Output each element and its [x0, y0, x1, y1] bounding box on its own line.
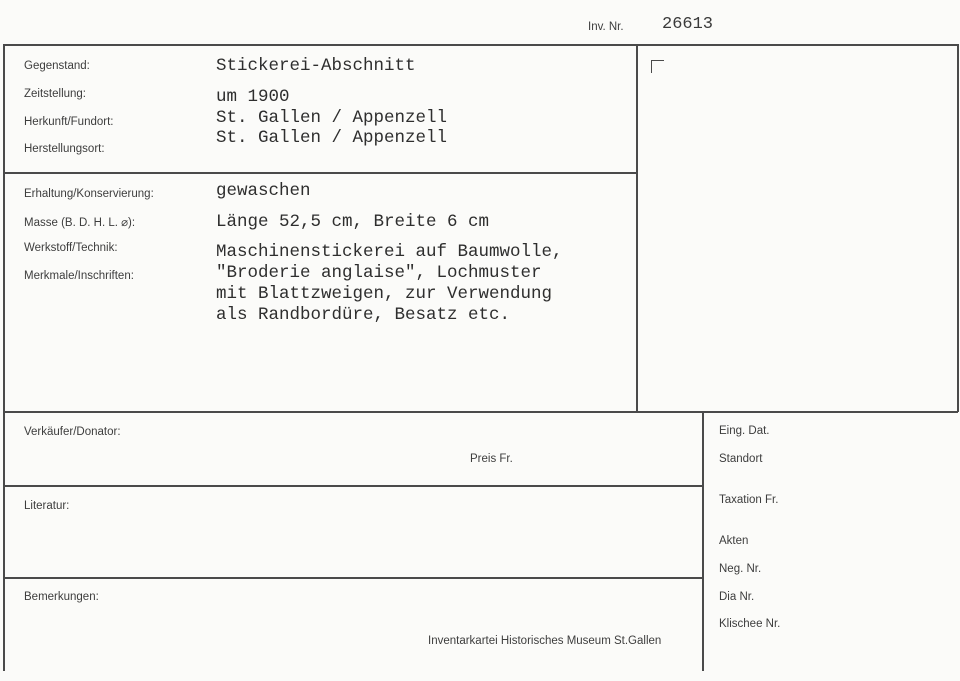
label-eing-dat: Eing. Dat. [719, 425, 770, 437]
label-klischee-nr: Klischee Nr. [719, 618, 781, 630]
label-herstellungsort: Herstellungsort: [24, 143, 105, 155]
value-zeitstellung: um 1900 [216, 87, 290, 107]
inv-number-label: Inv. Nr. [588, 21, 624, 33]
label-preis: Preis Fr. [470, 453, 513, 465]
value-werkstoff-line1: Maschinenstickerei auf Baumwolle, [216, 242, 563, 262]
label-verkaeufer: Verkäufer/Donator: [24, 426, 121, 438]
label-neg-nr: Neg. Nr. [719, 563, 762, 575]
label-taxation: Taxation Fr. [719, 494, 779, 506]
value-herstellungsort: St. Gallen / Appenzell [216, 128, 448, 148]
section1-bottom-line [3, 172, 637, 174]
value-masse: Länge 52,5 cm, Breite 6 cm [216, 212, 490, 232]
inv-number-value: 26613 [662, 15, 714, 34]
main-column-divider [636, 44, 638, 412]
top-border-line [3, 44, 958, 46]
label-erhaltung: Erhaltung/Konservierung: [24, 188, 154, 200]
corner-mark [651, 60, 664, 73]
label-masse: Masse (B. D. H. L. ⌀): [24, 217, 136, 229]
value-herkunft: St. Gallen / Appenzell [216, 108, 448, 128]
value-werkstoff-line4: als Randbordüre, Besatz etc. [216, 305, 511, 325]
label-gegenstand: Gegenstand: [24, 60, 90, 72]
value-werkstoff-line2: "Broderie anglaise", Lochmuster [216, 263, 542, 283]
label-dia-nr: Dia Nr. [719, 591, 755, 603]
value-erhaltung: gewaschen [216, 181, 311, 201]
right-border-line [957, 44, 959, 412]
card-footer: Inventarkartei Historisches Museum St.Gallen [428, 635, 662, 647]
middle-divider-line [3, 411, 958, 413]
donor-bottom-line [3, 485, 702, 487]
label-literatur: Literatur: [24, 500, 70, 512]
label-zeitstellung: Zeitstellung: [24, 88, 87, 100]
label-herkunft: Herkunft/Fundort: [24, 116, 114, 128]
label-akten: Akten [719, 535, 749, 547]
value-werkstoff-line3: mit Blattzweigen, zur Verwendung [216, 284, 553, 304]
value-gegenstand: Stickerei-Abschnitt [216, 56, 416, 76]
label-merkmale: Merkmale/Inschriften: [24, 270, 134, 282]
label-standort: Standort [719, 453, 763, 465]
label-bemerkungen: Bemerkungen: [24, 591, 99, 603]
right-column-divider [702, 411, 704, 671]
label-werkstoff: Werkstoff/Technik: [24, 242, 118, 254]
literature-bottom-line [3, 577, 702, 579]
